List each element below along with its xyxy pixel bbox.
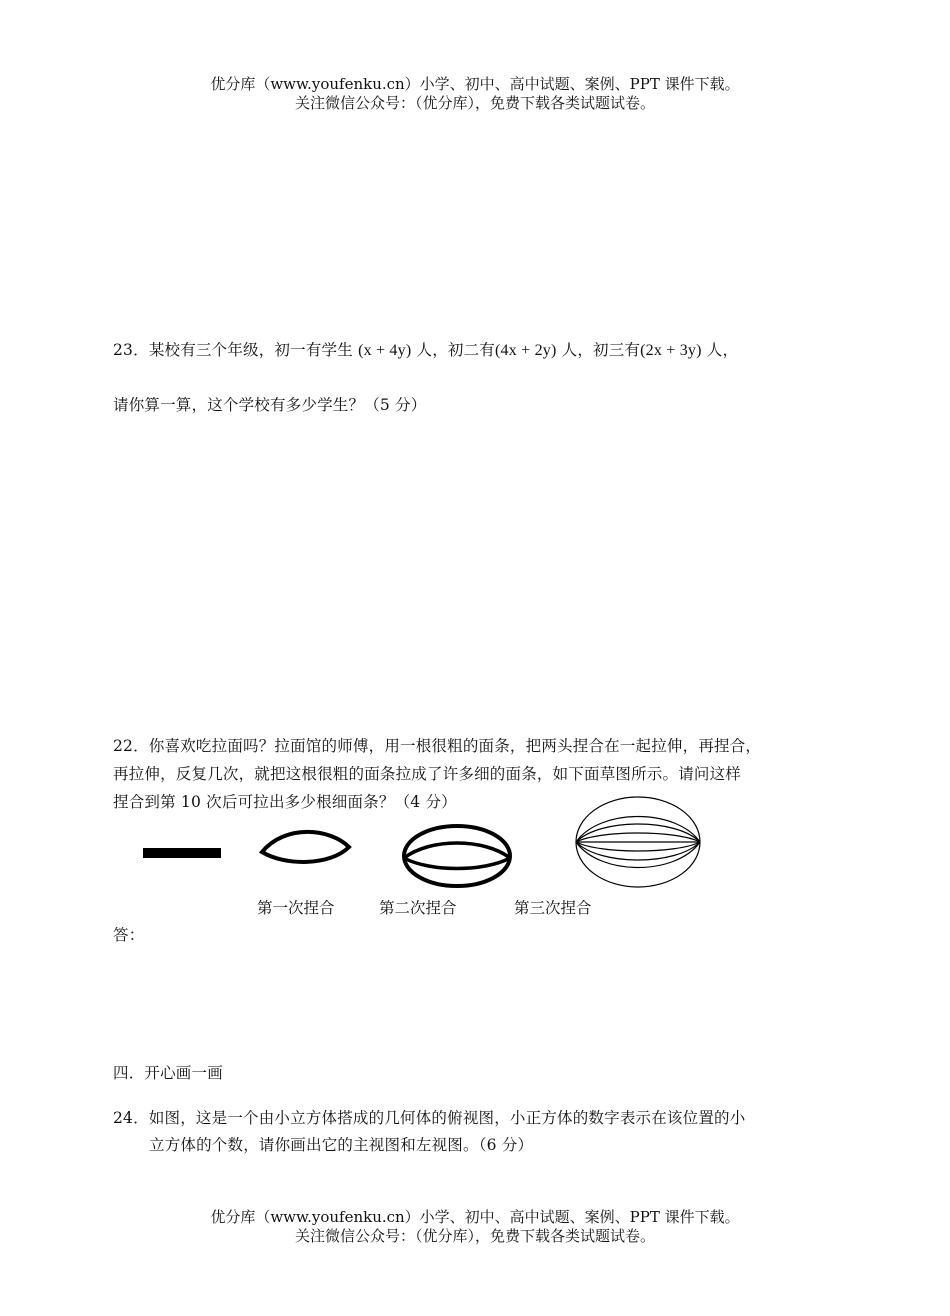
section-4-title: 四．开心画一画 bbox=[113, 1064, 223, 1082]
question-23-text-c: 人，初三有 bbox=[561, 341, 641, 359]
first-fold-shape bbox=[262, 832, 349, 862]
question-23-expression-1: (x + 4y) bbox=[358, 342, 412, 359]
thick-noodle-bar bbox=[143, 848, 221, 858]
question-23-text-a: 某校有三个年级，初一有学生 bbox=[148, 341, 353, 359]
question-23-text-d: 人， bbox=[706, 341, 739, 359]
question-23-number: 23． bbox=[113, 341, 149, 359]
caption-first-fold: 第一次捏合 bbox=[257, 899, 335, 917]
third-fold-shape bbox=[576, 797, 700, 887]
question-24-line-2: 立方体的个数，请你画出它的主视图和左视图。（6 分） bbox=[149, 1136, 534, 1154]
caption-third-fold: 第三次捏合 bbox=[514, 899, 592, 917]
question-24-line-1 bbox=[113, 1106, 745, 1128]
question-22-line-2: 再拉伸，反复几次，就把这根很粗的面条拉成了许多细的面条，如下面草图所示。请问这样 bbox=[113, 765, 742, 783]
header-line-2: 关注微信公众号：（优分库），免费下载各类试题试卷。 bbox=[294, 94, 655, 112]
question-24-number: 24． bbox=[113, 1109, 149, 1127]
footer-line-2: 关注微信公众号：（优分库），免费下载各类试题试卷。 bbox=[294, 1227, 655, 1245]
answer-label: 答： bbox=[113, 926, 145, 944]
question-22-line-1: 22．你喜欢吃拉面吗？拉面馆的师傅，用一根很粗的面条，把两头捏合在一起拉伸，再捏合， bbox=[113, 737, 762, 755]
footer-line-1: 优分库（www.youfenku.cn）小学、初中、高中试题、案例、PPT 课件下载。 bbox=[210, 1208, 740, 1226]
question-22-line-3: 捏合到第 10 次后可拉出多少根细面条？（4 分） bbox=[113, 793, 457, 811]
question-23-text-b: 人，初二有 bbox=[416, 341, 496, 359]
question-24-text-1: 如图，这是一个由小立方体搭成的几何体的俯视图，小正方体的数字表示在该位置的小 bbox=[148, 1109, 746, 1127]
question-23-expression-2: (4x + 2y) bbox=[495, 342, 557, 359]
question-23-line-2: 请你算一算，这个学校有多少学生？（5 分） bbox=[113, 396, 427, 414]
header-line-1: 优分库（www.youfenku.cn）小学、初中、高中试题、案例、PPT 课件下载。 bbox=[210, 75, 740, 93]
question-23-expression-3: (2x + 3y) bbox=[640, 342, 702, 359]
second-fold-shape bbox=[404, 826, 510, 886]
caption-second-fold: 第二次捏合 bbox=[379, 899, 457, 917]
